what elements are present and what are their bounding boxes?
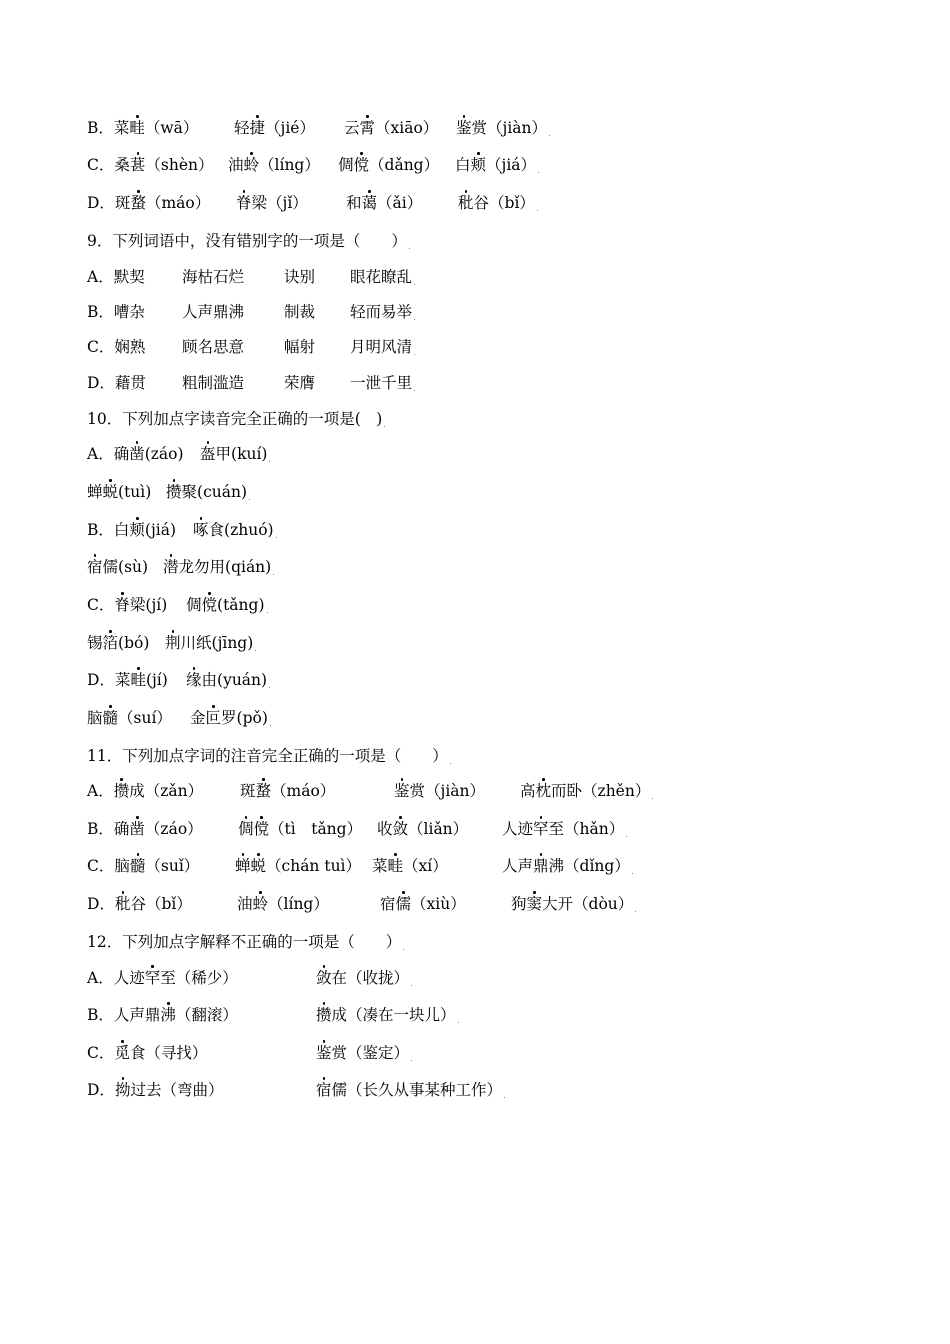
text-segment: A．默契	[87, 268, 145, 286]
paragraph-mark	[414, 381, 415, 391]
text-item	[87, 1043, 207, 1063]
text-segment: 赏（jiàn）	[471, 119, 548, 137]
text-item	[236, 193, 308, 213]
text-item	[87, 267, 145, 287]
text-segment: 甲(kuí)	[215, 445, 268, 463]
text-segment: （ǎi）	[377, 194, 423, 212]
emphasized-character: 颊	[129, 521, 145, 539]
text-item	[237, 894, 329, 914]
emphasized-character: 攒	[166, 483, 182, 501]
emphasized-character: 畦	[130, 671, 146, 689]
text-segment: 眼花瞭乱	[350, 268, 413, 286]
text-item	[377, 819, 468, 839]
text-segment: 梁（jǐ）	[251, 194, 308, 212]
text-segment: 云	[344, 119, 360, 137]
emphasized-character: 拗	[114, 1081, 131, 1099]
text-item	[87, 633, 149, 653]
emphasized-character: 秕	[114, 895, 131, 913]
text-segment: D．	[87, 1081, 115, 1099]
text-segment: D．菜	[87, 671, 131, 689]
text-item	[240, 781, 335, 801]
text-segment: 诀别	[284, 268, 316, 286]
text-segment: （dǎng）	[369, 156, 440, 174]
text-item	[87, 708, 172, 728]
text-segment: 大开（dòu）	[542, 895, 634, 913]
text-segment: 聚(cuán)	[181, 483, 247, 501]
text-segment: 至（hǎn）	[548, 820, 625, 838]
paragraph-mark	[269, 678, 270, 688]
text-item	[235, 856, 361, 876]
emphasized-character: 窦	[526, 895, 543, 913]
text-item	[87, 373, 146, 393]
text-item	[190, 708, 271, 728]
text-item	[284, 337, 315, 357]
text-segment: 轻	[234, 119, 250, 137]
emphasized-character: 髓	[129, 857, 146, 875]
text-segment: （suǐ）	[145, 857, 200, 875]
text-segment: 轻而易举	[350, 303, 413, 321]
emphasized-character: 畦	[129, 119, 145, 137]
emphasized-character: 傥	[353, 156, 370, 174]
text-item	[455, 155, 539, 175]
text-item	[87, 819, 203, 839]
text-segment: (tuì)	[118, 483, 152, 501]
text-segment: 和	[346, 194, 362, 212]
text-segment: 梁(jí)	[129, 596, 168, 614]
text-segment: （tì tǎng）	[269, 820, 363, 838]
text-item	[502, 819, 627, 839]
text-segment: 龙勿用(qián)	[178, 558, 272, 576]
text-item	[87, 482, 151, 502]
text-item	[87, 595, 167, 615]
text-item	[87, 409, 385, 429]
emphasized-character: 鉴	[316, 1044, 332, 1062]
emphasized-character: 凿	[129, 445, 145, 463]
text-item	[87, 302, 145, 322]
text-segment: B．白	[87, 521, 130, 539]
emphasized-character: 鉴	[394, 782, 410, 800]
text-segment: 川纸(jīng)	[180, 634, 254, 652]
text-segment: 儒（长久从事某种工作）	[331, 1081, 503, 1099]
emphasized-character: 敛	[392, 820, 409, 838]
text-item	[87, 781, 203, 801]
text-segment: 而卧（zhěn）	[551, 782, 651, 800]
emphasized-character: 荆	[165, 634, 181, 652]
emphasized-character: 罕	[144, 969, 161, 987]
text-item	[316, 1043, 412, 1063]
text-segment: C．脑	[87, 857, 130, 875]
text-segment: 成（凑在一块儿）	[331, 1006, 456, 1024]
text-segment: 至（稀少）	[160, 969, 238, 987]
text-segment: （jiá）	[486, 156, 537, 174]
text-segment: （záo）	[144, 820, 203, 838]
text-segment: (tǎng)	[217, 596, 265, 614]
text-segment: D．	[87, 895, 115, 913]
text-item	[520, 781, 653, 801]
text-item	[234, 118, 315, 138]
text-segment: (jí)	[145, 671, 168, 689]
text-segment: 制裁	[284, 303, 316, 321]
text-segment: 成（zǎn）	[129, 782, 204, 800]
emphasized-character: 盔	[200, 445, 216, 463]
text-item	[182, 337, 244, 357]
text-item	[344, 118, 438, 138]
text-segment: 倜	[338, 156, 354, 174]
emphasized-character: 畦	[387, 857, 404, 875]
paragraph-mark	[537, 201, 538, 211]
text-segment: （suí）	[118, 709, 172, 727]
paragraph-mark	[273, 565, 274, 575]
text-item	[165, 633, 256, 653]
emphasized-character: 凿	[129, 820, 145, 838]
text-item	[87, 557, 148, 577]
text-segment: 锡	[87, 634, 103, 652]
text-item	[87, 118, 198, 138]
emphasized-character: 傥	[253, 820, 270, 838]
emphasized-character: 枕	[535, 782, 552, 800]
text-segment: (bó)	[118, 634, 150, 652]
paragraph-mark	[276, 528, 277, 538]
paragraph-mark	[267, 603, 268, 613]
text-item	[200, 444, 270, 464]
text-segment: (záo)	[144, 445, 184, 463]
paragraph-mark	[450, 754, 451, 764]
emphasized-character: 儒	[395, 895, 412, 913]
emphasized-character: 蝉	[235, 857, 251, 875]
text-item	[87, 932, 404, 952]
text-segment: B．嘈杂	[87, 303, 145, 321]
text-item	[87, 746, 451, 766]
emphasized-character: 颊	[470, 156, 487, 174]
text-segment: C．桑	[87, 156, 130, 174]
text-segment: 12．下列加点字解释不正确的一项是（ ）	[87, 933, 402, 951]
text-item	[350, 373, 415, 393]
emphasized-character: 葚	[129, 156, 146, 174]
emphasized-character: 叵	[205, 709, 222, 727]
paragraph-mark	[538, 163, 539, 173]
text-item	[284, 373, 315, 393]
text-item	[166, 482, 250, 502]
emphasized-character: 鉴	[456, 119, 472, 137]
emphasized-character: 啄	[193, 521, 209, 539]
text-item	[350, 337, 415, 357]
text-item	[182, 267, 244, 287]
text-segment: （xiāo）	[375, 119, 439, 137]
text-segment: A．	[87, 782, 114, 800]
paragraph-mark	[269, 452, 270, 462]
text-item	[87, 155, 213, 175]
text-segment: C．娴熟	[87, 338, 146, 356]
emphasized-character: 蔼	[361, 194, 378, 212]
paragraph-mark	[635, 902, 636, 912]
text-segment: 儒(sù)	[102, 558, 149, 576]
text-segment: (jiá)	[144, 521, 177, 539]
text-segment: （máo）	[271, 782, 336, 800]
text-item	[186, 595, 268, 615]
text-item	[316, 968, 412, 988]
text-segment: C．	[87, 1044, 115, 1062]
text-segment: （liǎn）	[408, 820, 469, 838]
text-item	[186, 670, 270, 690]
text-segment: （líng）	[268, 895, 329, 913]
emphasized-character: 蝥	[130, 194, 146, 212]
text-segment: 金	[190, 709, 206, 727]
emphasized-character: 髓	[102, 709, 119, 727]
text-segment: （líng）	[259, 156, 320, 174]
text-segment: 狗	[511, 895, 527, 913]
text-segment: （máo）	[145, 194, 211, 212]
paragraph-mark	[626, 827, 627, 837]
text-segment: 粗制滥造	[182, 374, 245, 392]
emphasized-character: 脊	[114, 596, 130, 614]
paragraph-mark	[458, 1013, 459, 1023]
paragraph-mark	[414, 345, 415, 355]
text-segment: 顾名思意	[182, 338, 245, 356]
emphasized-character: 攒	[113, 782, 130, 800]
emphasized-character: 攒	[316, 1006, 332, 1024]
text-segment: 倜	[186, 596, 202, 614]
paragraph-mark	[414, 310, 415, 320]
paragraph-mark	[270, 716, 271, 726]
text-segment: 食(zhuó)	[208, 521, 274, 539]
text-segment: 由(yuán)	[201, 671, 268, 689]
text-segment: 9．下列词语中，没有错别字的一项是（ ）	[87, 232, 407, 250]
emphasized-character: 潜	[163, 558, 179, 576]
text-segment: 海枯石烂	[182, 268, 245, 286]
text-item	[316, 1080, 505, 1100]
text-item	[87, 670, 168, 690]
text-segment: 在（收拢）	[331, 969, 410, 987]
text-item	[316, 1005, 459, 1025]
text-item	[511, 894, 636, 914]
paragraph-mark	[549, 126, 550, 136]
text-item	[87, 444, 184, 464]
text-segment: A．人迹	[87, 969, 145, 987]
text-item	[456, 118, 550, 138]
emphasized-character: 罕	[533, 820, 549, 838]
emphasized-character: 缘	[186, 671, 202, 689]
emphasized-character: 蛉	[252, 895, 269, 913]
emphasized-character: 秕	[458, 194, 474, 212]
text-segment: （jié）	[265, 119, 315, 137]
text-segment: D．藉贯	[87, 374, 146, 392]
emphasized-character: 箔	[102, 634, 119, 652]
text-item	[87, 1005, 238, 1025]
text-segment: （xí）	[403, 857, 448, 875]
text-segment: 谷（bǐ）	[473, 194, 535, 212]
text-segment: 10．下列加点字读音完全正确的一项是( )	[87, 410, 383, 428]
text-item	[380, 894, 466, 914]
emphasized-character: 觅	[114, 1044, 130, 1062]
text-segment: 过去（弯曲）	[130, 1081, 224, 1099]
emphasized-character: 蝥	[255, 782, 272, 800]
text-segment: B．菜	[87, 119, 130, 137]
text-segment: A．确	[87, 445, 130, 463]
text-item	[228, 155, 320, 175]
text-item	[350, 267, 415, 287]
emphasized-character: 宿	[87, 558, 103, 576]
text-item	[87, 968, 238, 988]
text-item	[163, 557, 274, 577]
paragraph-mark	[414, 275, 415, 285]
text-segment: 蝉	[87, 483, 103, 501]
text-segment: 沸（dǐng）	[548, 857, 630, 875]
text-segment: 赏（jiàn）	[409, 782, 486, 800]
text-segment: 人声	[502, 857, 534, 875]
text-segment: （shèn）	[145, 156, 214, 174]
text-item	[87, 231, 410, 251]
paragraph-mark	[255, 641, 256, 651]
emphasized-character: 沸	[160, 1006, 176, 1024]
text-item	[87, 856, 199, 876]
emphasized-character: 傥	[201, 596, 218, 614]
emphasized-character: 蛉	[243, 156, 260, 174]
emphasized-character: 敛	[316, 969, 332, 987]
text-segment: 高	[520, 782, 536, 800]
text-segment: 斑	[240, 782, 256, 800]
text-segment: C．	[87, 596, 115, 614]
text-segment: （翻滚）	[175, 1006, 238, 1024]
paragraph-mark	[504, 1088, 505, 1098]
text-segment: 白	[455, 156, 471, 174]
text-item	[284, 267, 315, 287]
text-item	[87, 894, 192, 914]
paragraph-mark	[403, 940, 404, 950]
text-item	[182, 302, 244, 322]
emphasized-character: 霄	[359, 119, 376, 137]
text-segment: 食（寻找）	[129, 1044, 208, 1062]
text-segment: 谷（bǐ）	[130, 895, 192, 913]
text-item	[87, 520, 176, 540]
text-segment: 收	[377, 820, 393, 838]
emphasized-character: 捷	[249, 119, 266, 137]
text-item	[182, 373, 244, 393]
text-segment: D．斑	[87, 194, 131, 212]
text-segment: 油	[228, 156, 244, 174]
text-item	[193, 520, 277, 540]
text-segment: 人迹	[502, 820, 534, 838]
text-item	[394, 781, 485, 801]
emphasized-character: 蜕	[250, 857, 267, 875]
text-segment: 人声鼎沸	[182, 303, 245, 321]
text-segment: B．人声鼎	[87, 1006, 161, 1024]
text-item	[87, 193, 210, 213]
text-segment: 11．下列加点字词的注音完全正确的一项是（ ）	[87, 747, 448, 765]
text-item	[502, 856, 633, 876]
text-item	[458, 193, 538, 213]
paragraph-mark	[411, 976, 412, 986]
emphasized-character: 宿	[316, 1081, 332, 1099]
text-item	[284, 302, 315, 322]
paragraph-mark	[632, 864, 633, 874]
text-segment: 月明风清	[350, 338, 413, 356]
paragraph-mark	[411, 1051, 412, 1061]
text-segment: 荣膺	[284, 374, 316, 392]
text-segment: 脑	[87, 709, 103, 727]
text-segment: 罗(pǒ)	[221, 709, 268, 727]
text-segment: 菜	[372, 857, 388, 875]
emphasized-character: 蜕	[102, 483, 119, 501]
paragraph-mark	[249, 490, 250, 500]
text-segment: B．确	[87, 820, 130, 838]
text-item	[238, 819, 362, 839]
text-segment: 油	[237, 895, 253, 913]
paragraph-mark	[652, 789, 653, 799]
emphasized-character: 倜	[238, 820, 254, 838]
text-item	[350, 302, 415, 322]
emphasized-character: 脊	[236, 194, 252, 212]
text-segment: （wā）	[144, 119, 199, 137]
text-item	[87, 1080, 223, 1100]
text-item	[346, 193, 422, 213]
text-segment: 幅射	[284, 338, 316, 356]
text-segment: 一泄千里	[350, 374, 413, 392]
paragraph-mark	[409, 239, 410, 249]
text-segment: 宿	[380, 895, 396, 913]
text-segment: （xiù）	[411, 895, 466, 913]
text-segment: 赏（鉴定）	[331, 1044, 410, 1062]
paragraph-mark	[384, 417, 385, 427]
emphasized-character: 鼎	[533, 857, 549, 875]
text-segment: （chán tuì）	[266, 857, 362, 875]
text-item	[372, 856, 448, 876]
text-item	[87, 337, 145, 357]
text-item	[338, 155, 439, 175]
